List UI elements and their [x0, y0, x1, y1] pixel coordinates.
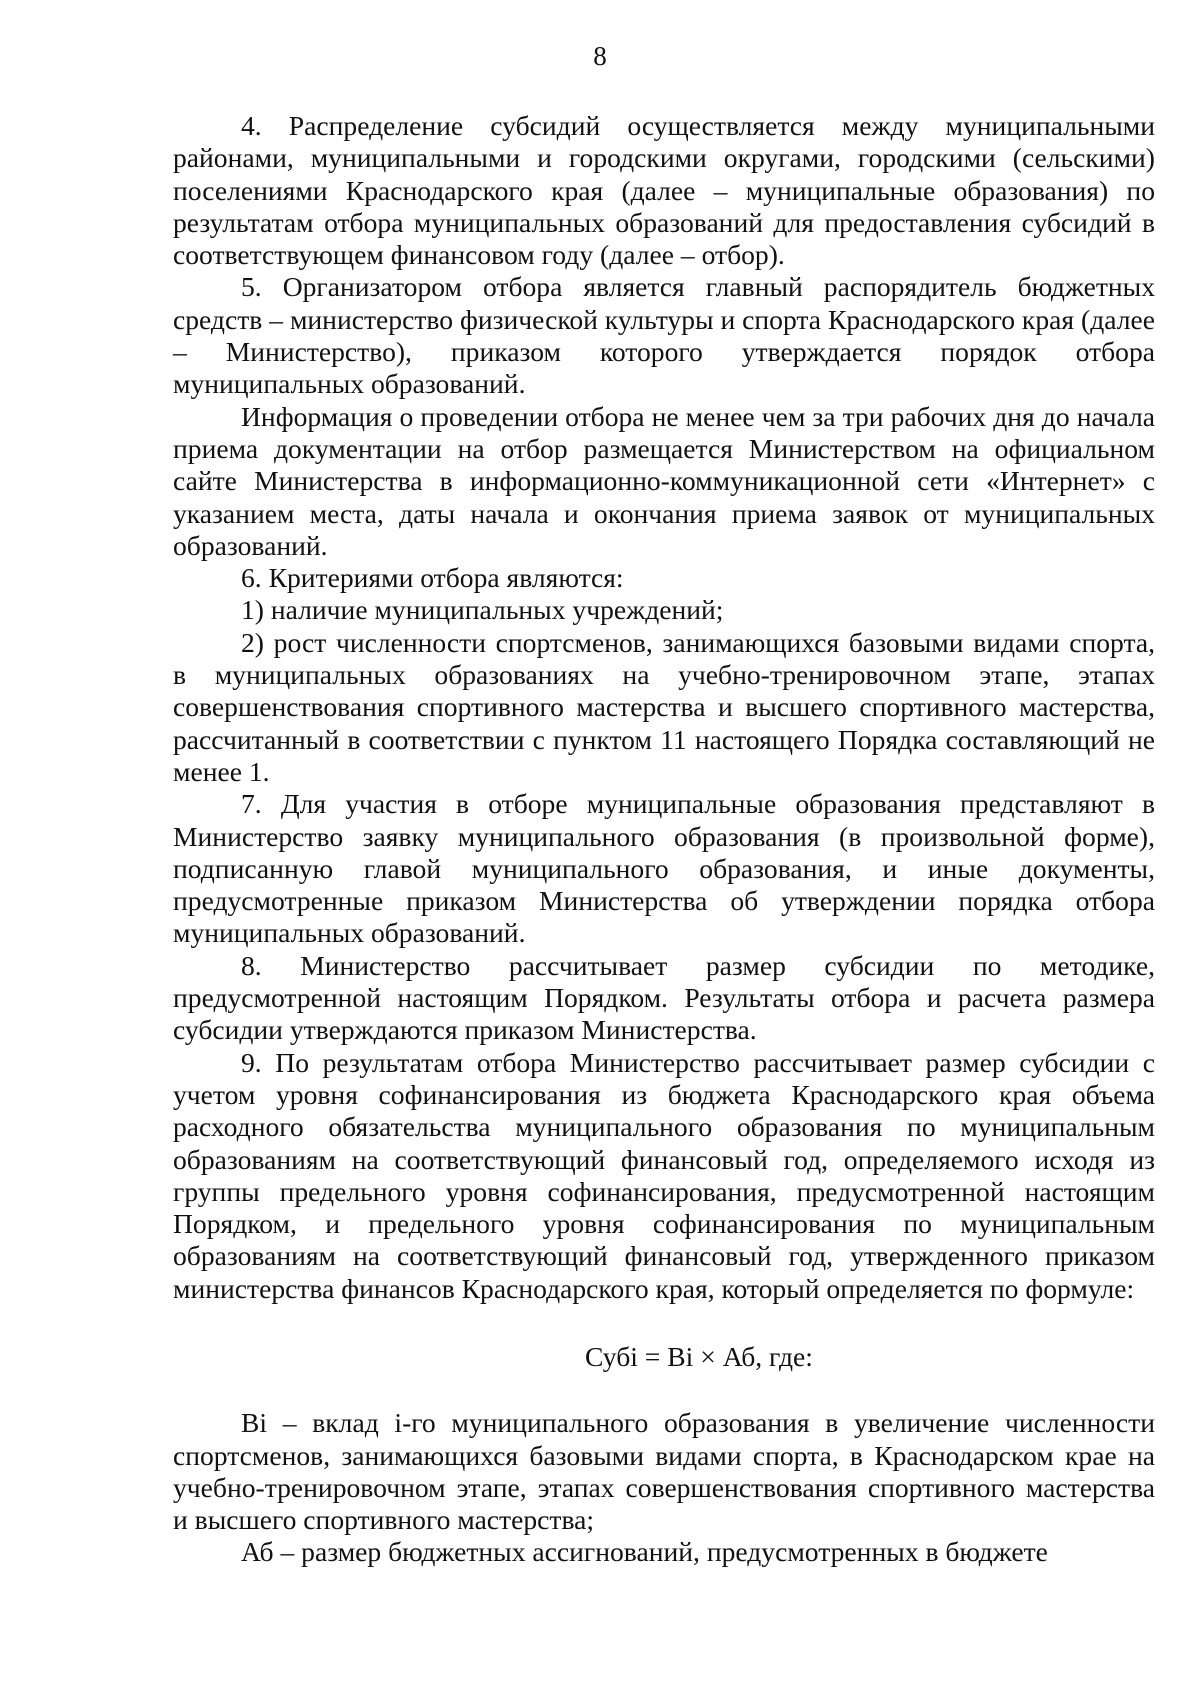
criteria-item-2: 2) рост численности спортсменов, занимающихся базовыми видами спорта, в муниципальных образованиях на учебно-тренировочном этапе, этапах совершенствования спортивного мастерства и высшего спортивного мастерства, рассчитанный в соответствии с пунктом 11 настоящего Порядка составляющий не менее 1. [173, 626, 1155, 787]
paragraph-information: Информация о проведении отбора не менее чем за три рабочих дня до начала приема документации на отбор размещается Министерством на официальном сайте Министерства в информационно-коммуникационной сети «Интернет» с указанием места, даты начала и окончания приема заявок от муниципальных образований. [173, 400, 1155, 561]
definition-ab: Аб – размер бюджетных ассигнований, предусмотренных в бюджете [241, 1536, 1048, 1568]
paragraph-4-distribution: 4. Распределение субсидий осуществляется между муниципальными районами, муниципальными и городскими округами, городскими (сельскими) поселениями Краснодарского края (далее – муниципальные образования) по результатам отбора муниципальных образований для предоставления субсидий в соответствующем финансовом году (далее – отбор). [173, 110, 1155, 271]
page-number: 8 [593, 41, 607, 71]
criteria-item-1: 1) наличие муниципальных учреждений; [241, 594, 724, 626]
paragraph-7-participation: 7. Для участия в отборе муниципальные образования представляют в Министерство заявку муниципального образования (в произвольной форме), подписанную главой муниципального образования, и иные документы, предусмотренные приказом Министерства об утверждении порядка отбора муниципальных образований. [173, 788, 1155, 949]
paragraph-9-results: 9. По результатам отбора Министерство рассчитывает размер субсидии с учетом уровня софинансирования из бюджета Краснодарского края объема расходного обязательства муниципального образования по муниципальным образованиям на соответствующий финансовый год, определяемого исходя из группы предельного уровня софинансирования, предусмотренной настоящим Порядком, и предельного уровня софинансирования по муниципальным образованиям на соответствующий финансовый год, утвержденного приказом министерства финансов Краснодарского края, который определяется по формуле: [173, 1046, 1155, 1304]
definition-vi: Вi – вклад i-го муниципального образования в увеличение численности спортсменов, занимающихся базовыми видами спорта, в Краснодарском крае на учебно-тренировочном этапе, этапах совершенствования спортивного мастерства и высшего спортивного мастерства; [173, 1407, 1155, 1536]
document-body [173, 110, 1155, 1569]
paragraph-6-criteria: 6. Критериями отбора являются: [241, 562, 624, 594]
subsidy-formula: Субi = Вi × Аб, где: [585, 1340, 813, 1372]
paragraph-8-calculation: 8. Министерство рассчитывает размер субсидии по методике, предусмотренной настоящим Порядком. Результаты отбора и расчета размера субсидии утверждаются приказом Министерства. [173, 949, 1155, 1046]
paragraph-5-organizer: 5. Организатором отбора является главный распорядитель бюджетных средств – министерство физической культуры и спорта Краснодарского края (далее – Министерство), приказом которого утверждается порядок отбора муниципальных образований. [173, 271, 1155, 400]
